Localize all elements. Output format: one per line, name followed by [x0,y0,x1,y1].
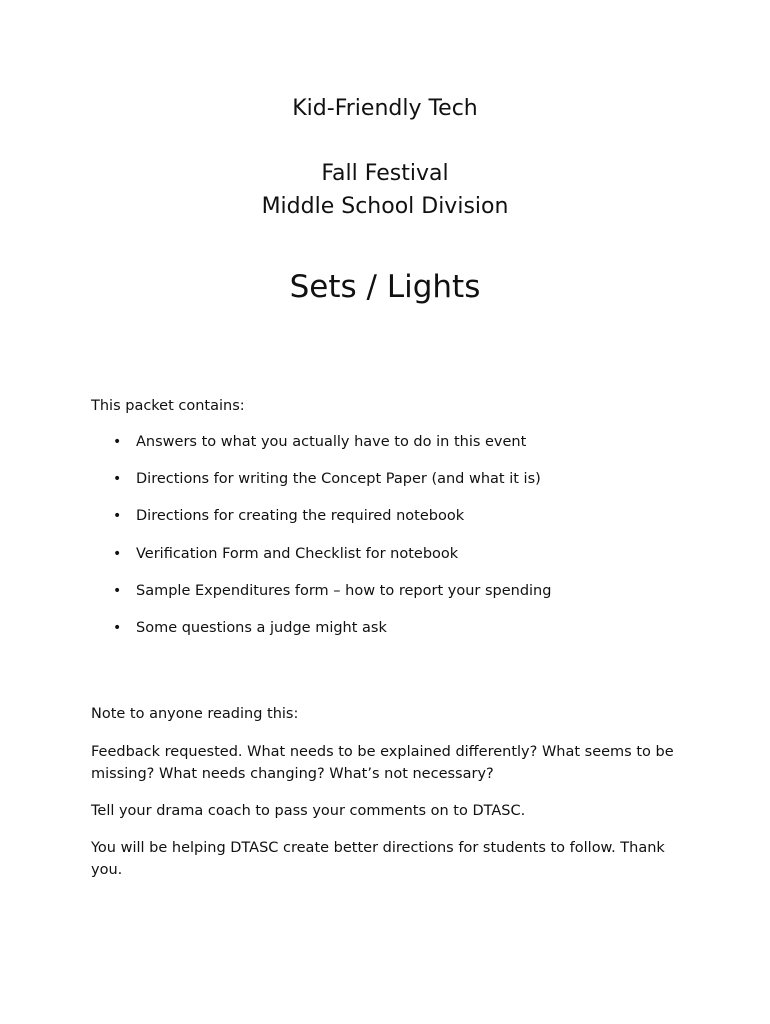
list-item [0,544,770,581]
document-title: Kid-Friendly Tech [292,96,478,121]
closing-paragraph: You will be helping DTASC create better directions for students to follow. Thank you. [91,840,665,878]
bullet-icon: • [113,508,122,525]
list-item [0,581,770,618]
contents-intro: This packet contains: [91,398,245,414]
list-item-text: Answers to what you actually have to do in this event [136,434,527,450]
note-heading: Note to anyone reading this: [91,706,299,722]
list-item-text: Some questions a judge might ask [136,619,387,636]
list-item [0,618,770,655]
category-heading: Sets / Lights [289,269,481,305]
event-name: Fall Festival [321,161,449,186]
list-item-text: Verification Form and Checklist for notebook [136,545,459,562]
bullet-icon: • [113,545,122,562]
coach-paragraph: Tell your drama coach to pass your comments on to DTASC. [91,803,526,819]
list-item [0,469,770,506]
bullet-icon: • [113,434,122,450]
feedback-paragraph: Feedback requested. What needs to be explained differently? What seems to be missing? What needs changing? What’s not necessary? [91,744,674,782]
list-item [0,432,770,469]
list-item-text: Directions for writing the Concept Paper (and what it is) [136,471,541,488]
division-name: Middle School Division [261,194,509,219]
bullet-icon: • [113,471,122,488]
contents-list [0,432,770,655]
list-item-text: Directions for creating the required notebook [136,508,465,525]
bullet-icon: • [113,582,122,599]
list-item [0,506,770,543]
bullet-icon: • [113,619,122,636]
list-item-text: Sample Expenditures form – how to report your spending [136,582,552,599]
